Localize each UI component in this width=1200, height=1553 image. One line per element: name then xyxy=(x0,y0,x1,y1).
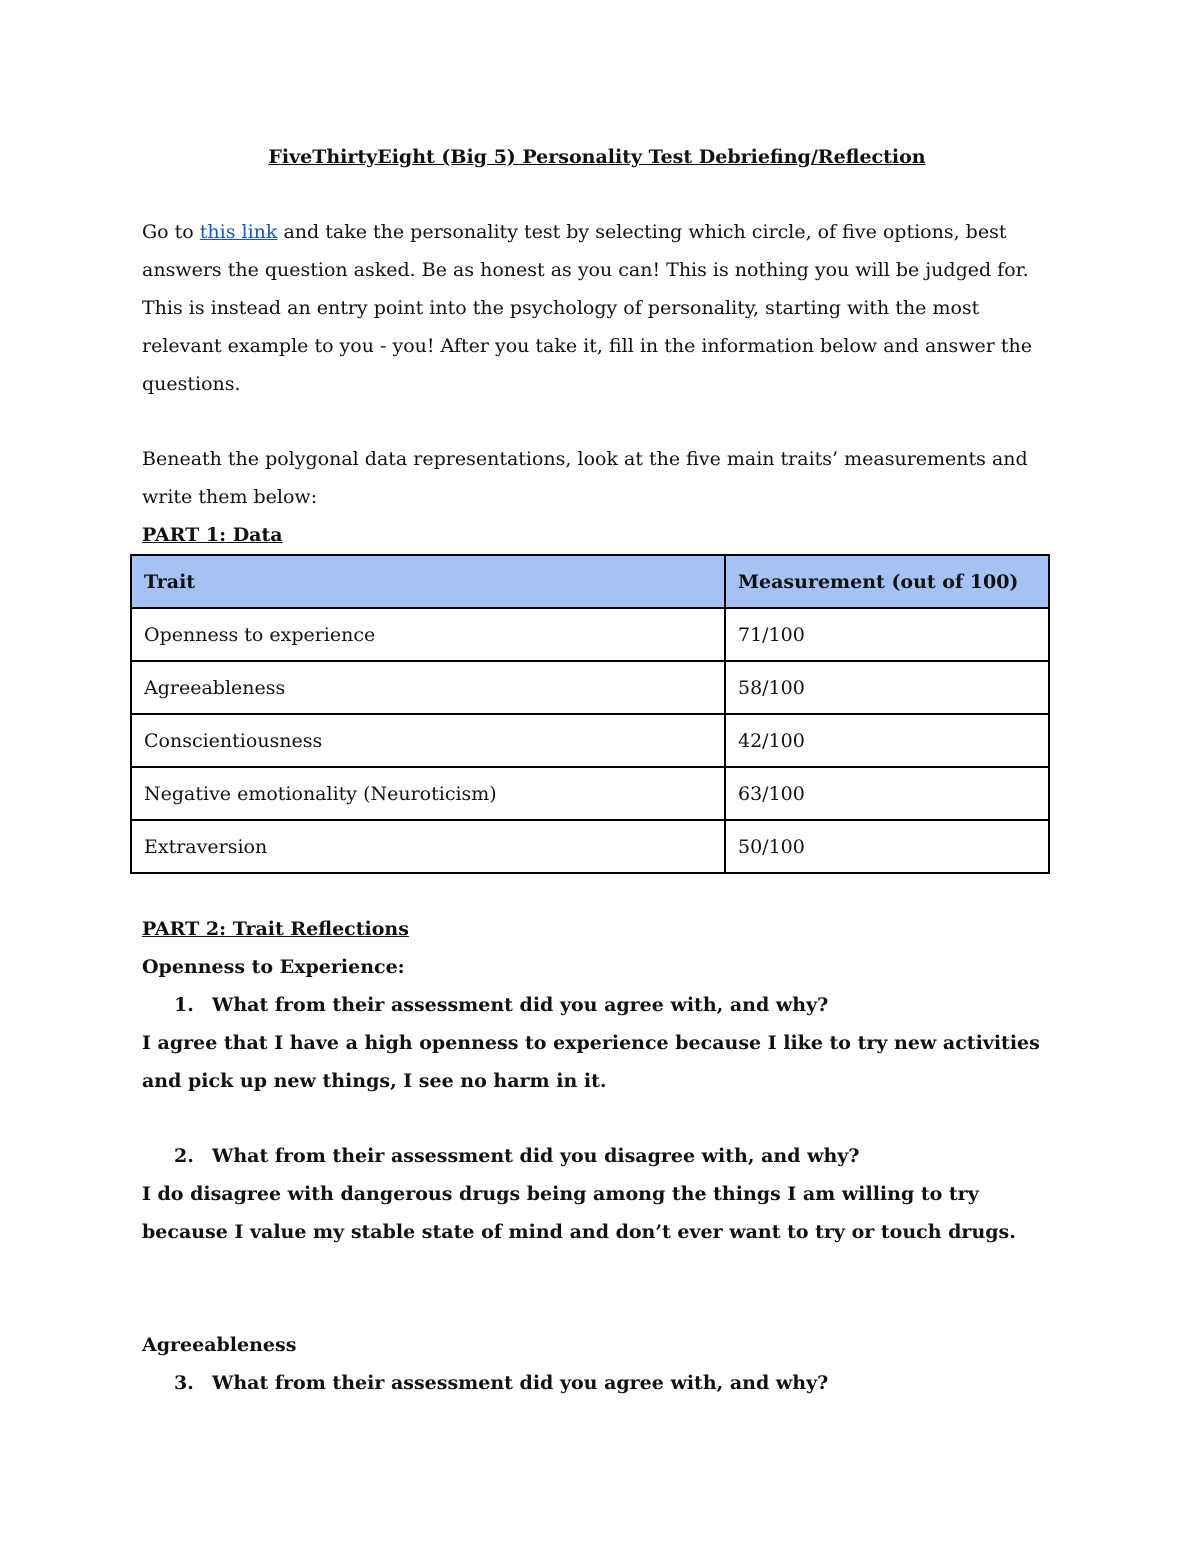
trait-table xyxy=(130,554,1050,874)
trait-cell: Openness to experience xyxy=(131,608,725,661)
spacer xyxy=(142,1251,1062,1326)
agreeableness-label: Agreeableness xyxy=(142,1334,297,1356)
part2-heading: PART 2: Trait Reflections xyxy=(142,918,409,940)
spacer xyxy=(142,403,1062,440)
header-trait: Trait xyxy=(131,555,725,608)
table-header-row xyxy=(131,555,1049,608)
table-row xyxy=(131,661,1049,714)
measurement-cell: 63/100 xyxy=(725,767,1049,820)
question-2 xyxy=(142,1137,1062,1175)
document-page xyxy=(142,138,1062,1402)
table-row xyxy=(131,820,1049,873)
spacer xyxy=(142,874,1062,910)
intro-text-after-link: and take the personality test by selecting which circle, of five options, best answers the question asked. Be as honest as you can! This is nothing you will be judged for. This is instead an entry point into the psychology of personality, starting with the most relevant example to you - you! After you take it, fill in the information below and answer the questions. xyxy=(142,221,1033,395)
test-link[interactable]: this link xyxy=(199,221,278,243)
table-row xyxy=(131,608,1049,661)
answer-2: I do disagree with dangerous drugs being among the things I am willing to try because I value my stable state of mind and don’t ever want to try or touch drugs. xyxy=(142,1183,1016,1243)
trait-cell: Conscientiousness xyxy=(131,714,725,767)
question-text: What from their assessment did you agree with, and why? xyxy=(212,994,829,1016)
question-number: 3. xyxy=(174,1372,194,1394)
trait-cell: Extraversion xyxy=(131,820,725,873)
measurement-cell: 50/100 xyxy=(725,820,1049,873)
table-row xyxy=(131,714,1049,767)
table-row xyxy=(131,767,1049,820)
spacer xyxy=(142,176,1062,213)
question-number: 2. xyxy=(174,1145,194,1167)
part1-heading: PART 1: Data xyxy=(142,524,283,546)
measurement-cell: 42/100 xyxy=(725,714,1049,767)
question-3 xyxy=(142,1364,1062,1402)
header-measurement: Measurement (out of 100) xyxy=(725,555,1049,608)
intro-paragraph xyxy=(142,213,1057,403)
spacer xyxy=(142,1100,1062,1137)
intro-text-before-link: Go to xyxy=(142,221,200,243)
trait-cell: Agreeableness xyxy=(131,661,725,714)
answer-1: I agree that I have a high openness to experience because I like to try new activities and pick up new things, I see no harm in it. xyxy=(142,1032,1040,1092)
question-text: What from their assessment did you agree with, and why? xyxy=(212,1372,829,1394)
document-title: FiveThirtyEight (Big 5) Personality Test Debriefing/Reflection xyxy=(268,146,926,168)
trait-cell: Negative emotionality (Neuroticism) xyxy=(131,767,725,820)
measurement-cell: 58/100 xyxy=(725,661,1049,714)
question-number: 1. xyxy=(174,994,194,1016)
question-1 xyxy=(142,986,1062,1024)
openness-label: Openness to Experience: xyxy=(142,956,405,978)
question-text: What from their assessment did you disagree with, and why? xyxy=(212,1145,860,1167)
measurement-cell: 71/100 xyxy=(725,608,1049,661)
instructions-paragraph: Beneath the polygonal data representations, look at the five main traits’ measurements and write them below: xyxy=(142,448,1028,508)
